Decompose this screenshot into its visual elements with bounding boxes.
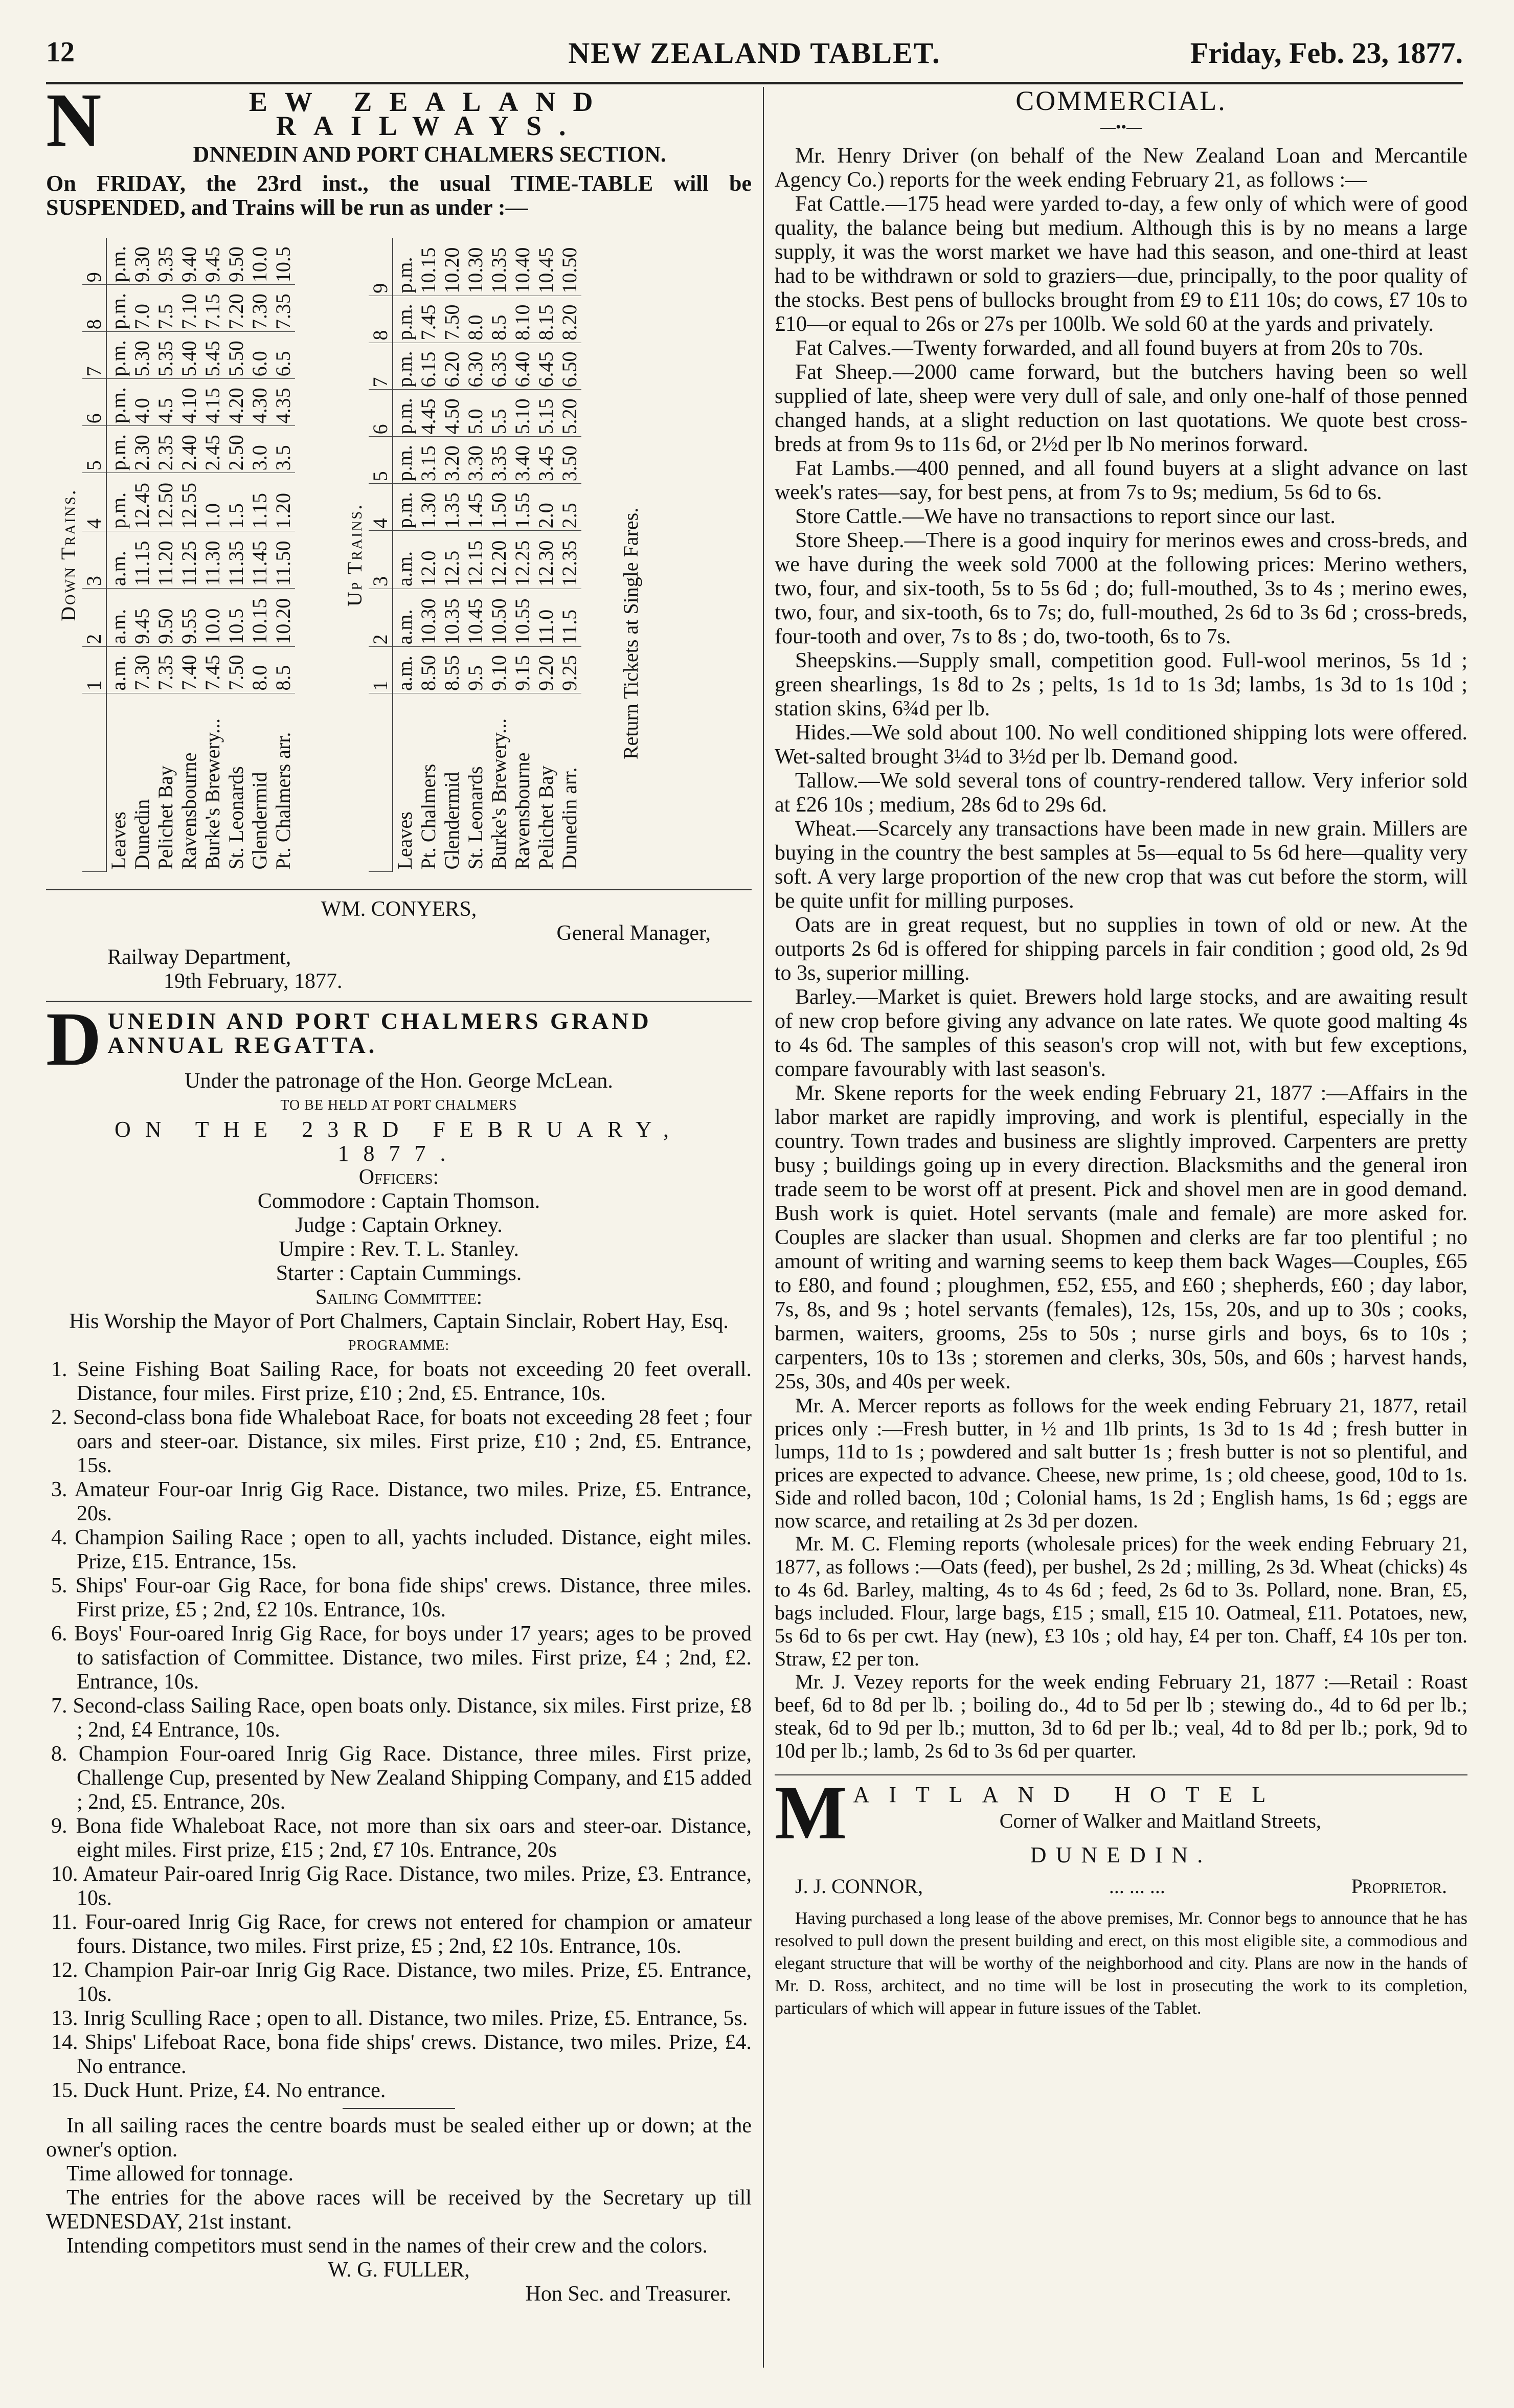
departure-time: 2.0 [534, 484, 558, 531]
departure-time: 3.5 [272, 426, 295, 473]
up-train-number: 5 [369, 437, 393, 484]
departure-time: 6.15 [417, 343, 440, 390]
down-train-number [82, 693, 106, 871]
programme-item: 1. Seine Fishing Boat Sailing Race, for boats not exceeding 20 feet overall. Distance, four miles. First prize, £10 ; 2nd, £5. Entrance, 10s. [51, 1358, 752, 1405]
departure-time: 1.35 [440, 484, 464, 531]
down-time-period: p.m. [106, 332, 130, 379]
commercial-report: Fat Lambs.—400 penned, and all found buyers at a slight advance on last week's rates—say, for best pens, at from 7s to 9s; medium, 5s 6d to 6s. [775, 457, 1467, 504]
departure-time: 6.40 [511, 343, 534, 390]
departure-time: 10.35 [487, 238, 511, 296]
down-station-row [201, 238, 224, 872]
down-station-row [154, 238, 177, 872]
down-trains-label: Down Trains. [57, 488, 80, 621]
departure-time: 4.5 [154, 379, 177, 426]
station-name: Glendermid [440, 772, 463, 870]
up-time-period: a.m. [393, 531, 417, 589]
programme-item: 10. Amateur Pair-oared Inrig Gig Race. Distance, two miles. Prize, £3. Entrance, 10s. [51, 1862, 752, 1910]
left-column [46, 87, 752, 2373]
down-train-number: 8 [82, 285, 106, 332]
departure-time: 7.40 [177, 646, 201, 693]
departure-time: 8.10 [511, 296, 534, 343]
down-train-number: 7 [82, 332, 106, 379]
departure-time: 9.45 [201, 238, 224, 285]
commercial-report: Store Sheep.—There is a good inquiry for merinos ewes and cross-breds, and we have during the week sold 7000 at the following prices: Merino wethers, two, four, and six-tooth, 5s to 5s 6d ; do; full-mouthed, 3s to 4s ; merino ewes, two, four, and six-tooth, 6s to 7s; do, full-mouthed, 2s 6d to 3s 6d ; cross-breds, four-tooth and over, 7s to 8s ; do, two-tooth, 6s to 7s. [775, 529, 1467, 648]
officers-label: Officers: [358, 1165, 439, 1189]
departure-time: 11.30 [201, 531, 224, 589]
departure-time: 12.30 [534, 531, 558, 589]
down-station-row [272, 238, 295, 872]
departure-time: 5.20 [558, 390, 581, 437]
departure-time: 7.15 [201, 285, 224, 332]
programme-item: 6. Boys' Four-oared Inrig Gig Race, for boys under 17 years; ages to be proved to satisfaction of Committee. Distance, two miles. First prize, £4 ; 2nd, £2. Entrance, 10s. [51, 1622, 752, 1694]
departure-time: 3.50 [558, 437, 581, 484]
officers-list [46, 1189, 752, 1286]
hotel-address: Corner of Walker and Maitland Streets, [999, 1809, 1321, 1832]
commercial-report-small: Mr. M. C. Fleming reports (wholesale prices) for the week ending February 21, 1877, as follows :—Oats (feed), per bushel, 2s 2d ; milling, 2s 3d. Wheat (chicks) 4s to 4s 6d. Barley, malting, 4s to 4s 6d ; feed, 2s 6d to 3s. Pollard, none. Bran, £5, bags included. Flour, large bags, £15 ; small, £15 10. Oatmeal, £11. Potatoes, new, 5s 6d to 6s per cwt. Hay (new), £3 10s ; old hay, £4 per ton. Chaff, £4 10s per ton. Straw, £2 per ton. [775, 1532, 1467, 1670]
down-train-number: 3 [82, 531, 106, 589]
programme-list [46, 1358, 752, 2103]
departure-time: 7.20 [224, 285, 248, 332]
station-name: Pt. Chalmers arr. [272, 732, 295, 870]
departure-time: 5.50 [224, 332, 248, 379]
departure-time: 2.35 [154, 426, 177, 473]
departure-time: 10.15 [417, 238, 440, 296]
up-time-period: Leaves [393, 812, 416, 870]
regatta-heading-text: UNEDIN AND PORT CHALMERS GRAND ANNUAL REGATTA. [107, 1008, 652, 1058]
departure-time: 10.50 [487, 589, 511, 647]
programme-item: 12. Champion Pair-oar Inrig Gig Race. Distance, two miles. Prize, £5. Entrance, 10s. [51, 1959, 752, 2006]
hotel-heading-text: AITLAND HOTEL [853, 1782, 1285, 1807]
departure-time: 4.20 [224, 379, 248, 426]
departure-time: 9.15 [511, 647, 534, 693]
departure-time: 5.10 [511, 390, 534, 437]
departure-time: 11.35 [224, 531, 248, 589]
return-fares-note: Return Tickets at Single Fares. [619, 507, 642, 759]
regatta-held: TO BE HELD AT PORT CHALMERS [280, 1097, 517, 1113]
programme-item: 15. Duck Hunt. Prize, £4. No entrance. [51, 2079, 386, 2102]
proprietor-name: J. J. CONNOR, [795, 1875, 923, 1898]
departure-time: 12.20 [487, 531, 511, 589]
programme-item: 9. Bona fide Whaleboat Race, not more than six oars and steer-oar. Distance, eight miles. First prize, £15 ; 2nd, £7 10s. Entrance, 20s [51, 1814, 752, 1862]
page-number: 12 [46, 36, 75, 68]
up-train-number: 1 [369, 647, 393, 693]
rule [343, 2108, 455, 2109]
programme-item: 2. Second-class bona fide Whaleboat Race, for boats not exceeding 28 feet ; four oars and steer-oar. Distance, six miles. First prize, £10 ; 2nd, £5. Entrance, 15s. [51, 1406, 752, 1477]
down-train-number: 5 [82, 426, 106, 473]
commercial-report: Fat Calves.—Twenty forwarded, and all found buyers at from 20s to 70s. [795, 336, 1423, 360]
right-column [775, 87, 1467, 2373]
departure-time: 10.5 [224, 589, 248, 647]
departure-time: 11.15 [130, 531, 154, 589]
up-station-row [440, 238, 464, 872]
down-time-period: p.m. [106, 285, 130, 332]
down-time-period: p.m. [106, 473, 130, 531]
down-trains-table [56, 238, 297, 872]
departure-time: 10.15 [248, 589, 272, 647]
departure-time: 3.0 [248, 426, 272, 473]
down-train-number: 2 [82, 589, 106, 647]
regatta-note: Time allowed for tonnage. [66, 2162, 294, 2186]
departure-time: 5.15 [534, 390, 558, 437]
hotel-initial: M [775, 1770, 847, 1855]
commercial-report-small: Mr. A. Mercer reports as follows for the week ending February 21, 1877, retail prices only :—Fresh butter, in ½ and 1lb prints, 1s 3d to 1s 4d ; fresh butter in lumps, 11d to 1s ; powdered and salt butter 1s ; fresh butter is not so plentiful, and prices are expected to advance. Cheese, new prime, 1s ; old cheese, good, 10d to 1s. Side and rolled bacon, 10d ; Colonial hams, 1s 2d ; English hams, 1s 6d ; eggs are now scarce, and retailing at 2s 3d per dozen. [775, 1394, 1467, 1532]
departure-time: 5.40 [177, 332, 201, 379]
hotel-proprietor [775, 1874, 1467, 1898]
departure-time: 4.45 [417, 390, 440, 437]
departure-time: 10.35 [440, 589, 464, 647]
departure-time: 4.10 [177, 379, 201, 426]
departure-time: 9.10 [487, 647, 511, 693]
commercial-ornament: —••— [1100, 119, 1142, 136]
departure-time: 12.5 [440, 531, 464, 589]
down-train-number: 4 [82, 473, 106, 531]
departure-time: 7.50 [224, 646, 248, 693]
regatta-signature-title: Hon Sec. and Treasurer. [525, 2282, 731, 2306]
departure-time: 1.50 [487, 484, 511, 531]
commercial-report: Fat Cattle.—175 head were yarded to-day, a few only of which were of good quality, the balance being but medium. Although this is by no means a large supply, it was the worst market we have had this season, and one-third at least had to be withdrawn or sold to graziers—due, principally, to the poor quality of the stocks. Best pens of bullocks brought from £9 to £11 10s; do cows, £7 10s to £10—or equal to 26s or 27s per 100lb. We sold 60 at the yards and privately. [775, 192, 1467, 336]
departure-time: 9.40 [177, 238, 201, 285]
station-name: Pelichet Bay [534, 766, 557, 870]
up-station-row [487, 238, 511, 872]
down-time-period: p.m. [106, 426, 130, 473]
departure-time: 10.45 [464, 589, 487, 647]
down-time-period: a.m. [106, 646, 130, 693]
up-train-number: 7 [369, 343, 393, 390]
down-time-period: a.m. [106, 531, 130, 589]
programme-item: 13. Inrig Sculling Race ; open to all. Distance, two miles. Prize, £5. Entrance, 5s. [51, 2007, 748, 2030]
departure-time: 8.15 [534, 296, 558, 343]
up-time-period: p.m. [393, 390, 417, 437]
departure-time: 10.40 [511, 238, 534, 296]
commercial-report: Hides.—We sold about 100. No well conditioned shipping lots were offered. Wet-salted brought 3¼d to 3½d per lb. Demand good. [775, 721, 1467, 769]
departure-time: 12.0 [417, 531, 440, 589]
regatta-initial: D [46, 997, 102, 1082]
committee-label: Sailing Committee: [315, 1286, 483, 1309]
departure-time: 8.5 [487, 296, 511, 343]
rule [46, 889, 752, 890]
departure-time: 10.20 [440, 238, 464, 296]
departure-time: 4.0 [130, 379, 154, 426]
programme-item: 3. Amateur Four-oar Inrig Gig Race. Distance, two miles. Prize, £5. Entrance, 20s. [51, 1478, 752, 1525]
down-station-row [130, 238, 154, 872]
departure-time: 4.15 [201, 379, 224, 426]
railways-dept: Railway Department, [107, 946, 291, 969]
rule [46, 1001, 752, 1002]
departure-time: 5.5 [487, 390, 511, 437]
station-name: St. Leonards [224, 766, 247, 870]
down-station-row [177, 238, 201, 872]
rule [775, 1774, 1467, 1775]
departure-time: 6.30 [464, 343, 487, 390]
station-name: Ravensbourne [511, 752, 534, 870]
departure-time: 6.0 [248, 332, 272, 379]
station-name: Burke's Brewery... [487, 718, 510, 870]
departure-time: 7.30 [248, 285, 272, 332]
regatta-note: In all sailing races the centre boards must be sealed either up or down; at the owner's option. [46, 2114, 752, 2162]
departure-time: 10.20 [272, 589, 295, 647]
up-time-period: p.m. [393, 484, 417, 531]
proprietor-dots: ... ... ... [1109, 1875, 1165, 1898]
departure-time: 9.50 [224, 238, 248, 285]
departure-time: 1.55 [511, 484, 534, 531]
up-time-period: p.m. [393, 437, 417, 484]
officer-entry: Judge : Captain Orkney. [295, 1213, 503, 1237]
departure-time: 5.35 [154, 332, 177, 379]
departure-time: 10.30 [464, 238, 487, 296]
up-station-row [534, 238, 558, 872]
railways-section: DNNEDIN AND PORT CHALMERS SECTION. [193, 142, 666, 167]
up-station-row [464, 238, 487, 872]
departure-time: 10.50 [558, 238, 581, 296]
departure-time: 11.25 [177, 531, 201, 589]
regatta-patronage: Under the patronage of the Hon. George McLean. [185, 1069, 613, 1093]
commercial-small-paragraphs [775, 1394, 1467, 1762]
up-train-number: 2 [369, 589, 393, 647]
departure-time: 9.20 [534, 647, 558, 693]
departure-time: 3.45 [534, 437, 558, 484]
railways-notice: On FRIDAY, the 23rd inst., the usual TIME-TABLE will be SUSPENDED, and Trains will be run as under :— [46, 171, 752, 220]
commercial-report: Barley.—Market is quiet. Brewers hold large stocks, and are awaiting result of new crop before giving any advance on late rates. We quote good malting 4s to 4s 6d. The samples of this season's crop will not, with but few exceptions, compare favourably with last season's. [775, 985, 1467, 1081]
commercial-report: Wheat.—Scarcely any transactions have been made in new grain. Millers are buying in the country the best samples at 5s—equal to 5s 6d here—quality very soft. A very large proportion of the new crop that was cut before the storm, will be quite unfit for milling purposes. [775, 817, 1467, 913]
down-train-number: 6 [82, 379, 106, 426]
departure-time: 9.45 [130, 589, 154, 647]
departure-time: 12.55 [177, 473, 201, 531]
railways-initial: N [46, 87, 102, 163]
departure-time: 4.50 [440, 390, 464, 437]
departure-time: 9.5 [464, 647, 487, 693]
departure-time: 7.50 [440, 296, 464, 343]
departure-time: 5.30 [130, 332, 154, 379]
railways-heading-text: EW ZEALAND RAILWAYS. [248, 87, 611, 141]
commercial-report: Mr. Skene reports for the week ending February 21, 1877 :—Affairs in the labor market are rapidly improving, and work is plentiful, especially in the country. Town trades and business are slightly improved. Carpenters are pretty busy ; buildings going up in every direction. Blacksmiths and the general iron trade seem to be worst off at present. Pick and shovel men are in good demand. Bush work is quiet. Hotel servants (male and female) are more asked for. Couples are slacker than usual. Shopmen and clerks are far too plentiful ; no amount of writing and warning seems to keep them back Wages—Couples, £65 to £80, and found ; ploughmen, £52, £55, and £60 ; shepherds, £60 ; day labor, 7s, 8s, and 9s ; hotel servants (females), 12s, 15s, 20s, and up to 30s ; cooks, barmen, waiters, grooms, 25s to 50s ; nurse girls and boys, 6s to 10s ; carpenters, 10s to 13s ; storemen and clerks, 30s, 50s, and 60s ; harvest hands, 25s, 30s, and 40s per week. [775, 1082, 1467, 1393]
departure-time: 10.55 [511, 589, 534, 647]
departure-time: 3.20 [440, 437, 464, 484]
up-trains-table [343, 238, 583, 872]
departure-time: 8.0 [464, 296, 487, 343]
up-time-period: a.m. [393, 647, 417, 693]
commercial-report: Fat Sheep.—2000 came forward, but the butchers having been so well supplied of late, sheep were very dull of sale, and only one-half of those penned changed hands, at a slight reduction on last quotations. We quote best cross-breds at from 9s to 11s 6d, or 2½d per lb No merinos forward. [775, 361, 1467, 456]
down-station-row [224, 238, 248, 872]
down-time-period: Leaves [107, 812, 130, 870]
regatta-signature: W. G. FULLER, [328, 2258, 470, 2282]
departure-time: 11.20 [154, 531, 177, 589]
departure-time: 7.45 [417, 296, 440, 343]
departure-time: 9.55 [177, 589, 201, 647]
regatta-notes [46, 2114, 752, 2258]
programme-item: 5. Ships' Four-oar Gig Race, for bona fide ships' crews. Distance, three miles. First prize, £5 ; 2nd, £2 10s. Entrance, 10s. [51, 1574, 752, 1622]
down-train-number: 1 [82, 646, 106, 693]
departure-time: 3.30 [464, 437, 487, 484]
departure-time: 12.50 [154, 473, 177, 531]
departure-time: 2.50 [224, 426, 248, 473]
regatta-note: The entries for the above races will be received by the Secretary up till WEDNESDAY, 21st instant. [46, 2186, 752, 2234]
station-name: Pelichet Bay [154, 766, 177, 870]
issue-date: Friday, Feb. 23, 1877. [1190, 36, 1463, 70]
departure-time: 9.30 [130, 238, 154, 285]
commercial-report: Store Cattle.—We have no transactions to report since our last. [795, 505, 1336, 528]
departure-time: 7.10 [177, 285, 201, 332]
programme-item: 11. Four-oared Inrig Gig Race, for crews not entered for champion or amateur fours. Distance, two miles. First prize, £5 ; 2nd, £2 10s. Entrance, 10s. [51, 1910, 752, 1958]
departure-time: 6.50 [558, 343, 581, 390]
departure-time: 5.45 [201, 332, 224, 379]
departure-time: 9.35 [154, 238, 177, 285]
departure-time: 11.5 [558, 589, 581, 647]
up-train-number: 6 [369, 390, 393, 437]
down-time-period: p.m. [106, 379, 130, 426]
departure-time: 7.45 [201, 646, 224, 693]
departure-time: 6.45 [534, 343, 558, 390]
down-time-period: a.m. [106, 589, 130, 647]
up-train-number: 9 [369, 238, 393, 296]
officer-entry: Umpire : Rev. T. L. Stanley. [278, 1237, 519, 1261]
departure-time: 12.25 [511, 531, 534, 589]
departure-time: 6.5 [272, 332, 295, 379]
station-name: Burke's Brewery... [201, 718, 224, 870]
railways-dept-date: 19th February, 1877. [164, 970, 343, 993]
proprietor-label: Proprietor. [1351, 1875, 1447, 1898]
departure-time: 1.0 [201, 473, 224, 531]
up-time-period: p.m. [393, 238, 417, 296]
departure-time: 11.50 [272, 531, 295, 589]
departure-time: 1.45 [464, 484, 487, 531]
departure-time: 1.30 [417, 484, 440, 531]
departure-time: 7.35 [272, 285, 295, 332]
up-train-number: 3 [369, 531, 393, 589]
departure-time: 4.35 [272, 379, 295, 426]
departure-time: 7.0 [130, 285, 154, 332]
programme-item: 4. Champion Sailing Race ; open to all, yachts included. Distance, eight miles. Prize, £15. Entrance, 15s. [51, 1526, 752, 1573]
departure-time: 2.5 [558, 484, 581, 531]
commercial-report: Tallow.—We sold several tons of country-rendered tallow. Very inferior sold at £26 10s ; medium, 28s 6d to 29s 6d. [775, 769, 1467, 817]
station-name: Glendermid [248, 772, 271, 870]
departure-time: 2.30 [130, 426, 154, 473]
departure-time: 9.50 [154, 589, 177, 647]
departure-time: 12.15 [464, 531, 487, 589]
up-time-period: p.m. [393, 343, 417, 390]
departure-time: 10.0 [248, 238, 272, 285]
departure-time: 10.5 [272, 238, 295, 285]
departure-time: 6.20 [440, 343, 464, 390]
station-name: St. Leonards [464, 766, 487, 870]
commercial-report: Mr. Henry Driver (on behalf of the New Zealand Loan and Mercantile Agency Co.) reports for the week ending February 21, as follows :— [775, 144, 1467, 192]
departure-time: 10.45 [534, 238, 558, 296]
departure-time: 2.45 [201, 426, 224, 473]
departure-time: 6.35 [487, 343, 511, 390]
departure-time: 2.40 [177, 426, 201, 473]
up-train-number [369, 693, 393, 872]
programme-label: PROGRAMME: [348, 1338, 450, 1354]
station-name: Pt. Chalmers [417, 763, 440, 870]
departure-time: 3.15 [417, 437, 440, 484]
departure-time: 1.15 [248, 473, 272, 531]
commercial-title: COMMERCIAL. [1015, 87, 1227, 116]
down-train-number: 9 [82, 238, 106, 285]
hotel-city: DUNEDIN. [1030, 1842, 1212, 1867]
departure-time: 4.30 [248, 379, 272, 426]
column-divider [763, 87, 764, 2368]
departure-time: 12.35 [558, 531, 581, 589]
programme-item: 14. Ships' Lifeboat Race, bona fide ships' crews. Distance, two miles. Prize, £4. No entrance. [51, 2031, 752, 2078]
railways-signature: WM. CONYERS, [321, 897, 477, 921]
departure-time: 8.0 [248, 646, 272, 693]
departure-time: 8.55 [440, 647, 464, 693]
timetable [46, 228, 752, 882]
departure-time: 10.0 [201, 589, 224, 647]
regatta-note: Intending competitors must send in the names of their crew and the colors. [66, 2234, 708, 2258]
departure-time: 8.20 [558, 296, 581, 343]
departure-time: 12.45 [130, 473, 154, 531]
departure-time: 7.30 [130, 646, 154, 693]
down-station-row [248, 238, 272, 872]
up-station-row [511, 238, 534, 872]
departure-time: 3.40 [511, 437, 534, 484]
committee-members: His Worship the Mayor of Port Chalmers, Captain Sinclair, Robert Hay, Esq. [69, 1310, 729, 1333]
officer-entry: Commodore : Captain Thomson. [257, 1189, 540, 1213]
down-trains-grid [82, 238, 295, 872]
masthead [46, 31, 1463, 84]
up-train-number: 4 [369, 484, 393, 531]
departure-time: 3.35 [487, 437, 511, 484]
up-time-period: p.m. [393, 296, 417, 343]
station-name: Dunedin arr. [558, 767, 581, 870]
departure-time: 10.30 [417, 589, 440, 647]
commercial-report: Sheepskins.—Supply small, competition good. Full-wool merinos, 5s 1d ; green shearlings, 1s 8d to 2s ; pelts, 1s 1d to 1s 3d; lambs, 1s 3d to 1s 10d ; station skins, 6¾d per lb. [775, 649, 1467, 721]
departure-time: 1.5 [224, 473, 248, 531]
departure-time: 7.5 [154, 285, 177, 332]
departure-time: 9.25 [558, 647, 581, 693]
down-time-period: p.m. [106, 238, 130, 285]
up-trains-label: Up Trains. [343, 503, 366, 607]
commercial-report: Oats are in great request, but no supplies in town of old or new. At the outports 2s 6d is offered for shipping parcels in fair condition ; good old, 2s 9d to 3s, superior milling. [775, 913, 1467, 985]
up-train-number: 8 [369, 296, 393, 343]
hotel-announcement: Having purchased a long lease of the above premises, Mr. Connor begs to announce that he has resolved to pull down the present building and erect, on this most eligible site, a commodious and elegant structure that will be worthy of the neighborhood and city. Plans are now in the hands of Mr. D. Ross, architect, and no time will be lost in prosecuting the work to its completion, particulars of which will appear in future issues of the Tablet. [775, 1909, 1467, 2018]
commercial-paragraphs [775, 144, 1467, 1394]
station-name: Dunedin [130, 799, 153, 870]
up-trains-grid [369, 238, 581, 872]
departure-time: 7.35 [154, 646, 177, 693]
departure-time: 11.0 [534, 589, 558, 647]
up-station-row [417, 238, 440, 872]
newspaper-title: NEW ZEALAND TABLET. [568, 36, 941, 70]
programme-item: 8. Champion Four-oared Inrig Gig Race. Distance, three miles. First prize, Challenge Cup, presented by New Zealand Shipping Company, and £15 added ; 2nd, £5. Entrance, 20s. [51, 1742, 752, 1814]
officer-entry: Starter : Captain Cummings. [276, 1262, 522, 1285]
railways-signature-title: General Manager, [556, 921, 711, 945]
regatta-date: ON THE 23RD FEBRUARY, 1877. [114, 1117, 684, 1166]
up-station-row [558, 238, 581, 872]
up-time-period: a.m. [393, 589, 417, 647]
programme-item: 7. Second-class Sailing Race, open boats only. Distance, six miles. First prize, £8 ; 2nd, £4 Entrance, 10s. [51, 1694, 752, 1742]
departure-time: 5.0 [464, 390, 487, 437]
departure-time: 11.45 [248, 531, 272, 589]
departure-time: 1.20 [272, 473, 295, 531]
departure-time: 8.5 [272, 646, 295, 693]
station-name: Ravensbourne [177, 752, 200, 870]
commercial-report-small: Mr. J. Vezey reports for the week ending February 21, 1877 :—Retail : Roast beef, 6d to 8d per lb. ; boiling do., 4d to 5d per lb ; stewing do., 4d to 6d per lb.; steak, 6d to 9d per lb.; mutton, 3d to 6d per lb.; veal, 4d to 8d per lb.; pork, 9d to 10d per lb.; lamb, 2s 6d to 3s 6d per quarter. [775, 1670, 1467, 1762]
departure-time: 8.50 [417, 647, 440, 693]
